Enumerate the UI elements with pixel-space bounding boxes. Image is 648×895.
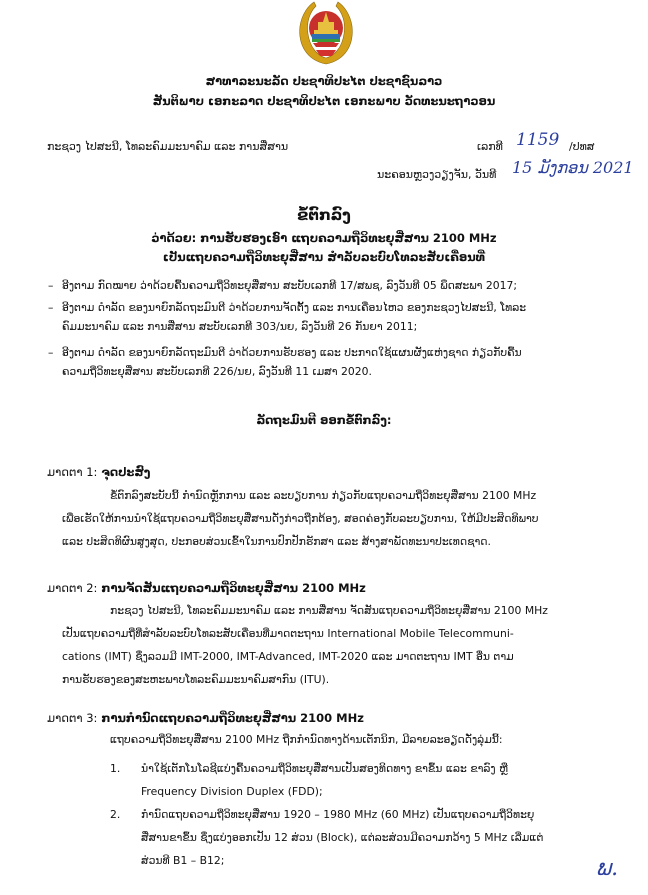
national-header-line1: ສາທາລະນະລັດ ປະຊາທິປະໄຕ ປະຊາຊົນລາວ [205, 74, 443, 88]
minister-decides-heading: ລັດຖະມົນຕີ ອອກຂໍ້ຕົກລົງ: [256, 413, 392, 427]
article-1-body [62, 484, 622, 553]
document-number-handwritten: 1159 [516, 130, 560, 150]
subject-line-2: ເປັນແຖບຄວາມຖີ່ວິທະຍຸສື່ສານ ສໍາລັບລະບົບໂທລະສັບເຄື່ອນທີ່ [162, 250, 486, 264]
paragraph-line: ຂໍ້ຕົກລົງສະບັບນີ້ ກໍານົດຫຼັກການ ແລະ ລະບຽບການ ກ່ຽວກັບແຖບຄວາມຖີ່ວິທະຍຸສື່ສານ 2100 MHz [110, 489, 537, 502]
paragraph-line: ການຮັບຮອງຂອງສະຫະພາບໂທລະຄົມມະນາຄົມສາກົນ (ITU). [62, 673, 330, 686]
paragraph-line: ແຖບຄວາມຖີ່ວິທະຍຸສື່ສານ 2100 MHz ຖືກກໍານົດທາງດ້ານເຕັກນິກ, ມີລາຍລະອຽດດັ່ງລຸ່ມນີ້: [110, 733, 503, 746]
paragraph-line: cations (IMT) ຊຶ່ງລວມມີ IMT-2000, IMT-Advanced, IMT-2020 ແລະ ມາດຕະຖານ IMT ອື່ນ ຕາມ [62, 650, 514, 663]
national-emblem [296, 0, 356, 66]
document-number-label: ເລກທີ [477, 140, 503, 153]
handwritten-initial: ພ. [596, 856, 619, 881]
article-3-heading [47, 711, 364, 725]
date-handwritten: 15 ມັງກອນ 2021 [512, 158, 634, 177]
reference-line: ອີງຕາມ ດໍາລັດ ຂອງນາຍົກລັດຖະມົນຕີ ວ່າດ້ວຍການຈັດຕັ້ງ ແລະ ການເຄື່ອນໄຫວ ຂອງກະຊວງໄປສະນີ, ໂທລະ [62, 301, 527, 314]
reference-line: ຄົມມະນາຄົມ ແລະ ການສື່ສານ ສະບັບເລກທີ 303/ນຍ, ລົງວັນທີ 26 ກັນຍາ 2011; [62, 320, 418, 333]
list-item-line: ສ່ວນທີ B1 – B12; [141, 854, 225, 867]
article-number: ມາດຕາ 2: [47, 581, 98, 595]
subject-line-1: ວ່າດ້ວຍ: ການຮັບຮອງເອົາ ແຖບຄວາມຖີ່ວິທະຍຸສື່ສານ 2100 MHz [151, 231, 497, 245]
article-1-heading [47, 465, 150, 479]
reference-line: ອີງຕາມ ດໍາລັດ ຂອງນາຍົກລັດຖະມົນຕີ ວ່າດ້ວຍການຮັບຮອງ ແລະ ປະກາດໃຊ້ແຜນຜັງແຫ່ງຊາດ ກ່ຽວກັບຄື້ນ [62, 346, 522, 359]
national-motto: ສັນຕິພາບ ເອກະລາດ ປະຊາທິປະໄຕ ເອກະພາບ ວັດທະນະຖາວອນ [152, 94, 496, 108]
paragraph-line: ແລະ ປະສິດທິຜົນສູງສຸດ, ປະກອບສ່ວນເຂົ້າໃນການປົກປັກຮັກສາ ແລະ ສ້າງສາພັດທະນາປະເທດຊາດ. [62, 535, 491, 548]
article-2-heading [47, 581, 366, 595]
list-item-line: ນໍາໃຊ້ເຕັກໂນໂລຊີແບ່ງຄື້ນຄວາມຖີ່ວິທະຍຸສື່ສານເປັນສອງທິດທາງ ຂາຂຶ້ນ ແລະ ຂາລົງ ຫຼື [141, 762, 508, 775]
place-date-label: ນະຄອນຫຼວງວຽງຈັນ, ວັນທີ [377, 168, 497, 181]
article-title: ການຈັດສັນແຖບຄວາມຖີ່ວິທະຍຸສື່ສານ 2100 MHz [101, 581, 366, 595]
reference-item: – ອີງຕາມ ດໍາລັດ ຂອງນາຍົກລັດຖະມົນຕີ ວ່າດ້ວຍການຈັດຕັ້ງ ແລະ ການເຄື່ອນໄຫວ ຂອງກະຊວງໄປສະນີ, ໂທລະ ຄົມມະນາຄົມ ແລະ ການສື່ສານ ສະບັບເລກທີ 303/ນຍ, ລົງວັນທີ 26 ກັນຍາ 2011; [62, 298, 622, 336]
reference-item: – ອີງຕາມ ກົດໝາຍ ວ່າດ້ວຍຄື້ນຄວາມຖີ່ວິທະຍຸສື່ສານ ສະບັບເລກທີ 17/ສພຊ, ລົງວັນທີ 05 ພຶດສະພາ 2017; [62, 276, 622, 295]
list-item-line: ສື່ສານຂາຂຶ້ນ ຊຶ່ງແບ່ງອອກເປັນ 12 ສ່ວນ (Block), ແຕ່ລະສ່ວນມີຄວາມກວ້າງ 5 MHz ເລີ່ມແຕ່ [141, 831, 544, 844]
article-number: ມາດຕາ 1: [47, 465, 98, 479]
paragraph-line: ເປັນແຖບຄວາມຖີ່ທີ່ສໍາລັບລະບົບໂທລະສັບເຄື່ອນທີ່ມາດຕະຖານ International Mobile Telecommuni- [62, 627, 514, 640]
reference-item: – ອີງຕາມ ດໍາລັດ ຂອງນາຍົກລັດຖະມົນຕີ ວ່າດ້ວຍການຮັບຮອງ ແລະ ປະກາດໃຊ້ແຜນຜັງແຫ່ງຊາດ ກ່ຽວກັບຄື້ນ ຄວາມຖີ່ວິທະຍຸສື່ສານ ສະບັບເລກທີ 226/ນຍ, ລົງວັນທີ 11 ເມສາ 2020. [62, 343, 622, 381]
list-item-line: ກໍານົດແຖບຄວາມຖີ່ວິທະຍຸສື່ສານ 1920 – 1980 MHz (60 MHz) ເປັນແຖບຄວາມຖີ່ວິທະຍຸ [141, 808, 535, 821]
reference-line: ຄວາມຖີ່ວິທະຍຸສື່ສານ ສະບັບເລກທີ 226/ນຍ, ລົງວັນທີ 11 ເມສາ 2020. [62, 365, 372, 378]
paragraph-line: ກະຊວງ ໄປສະນີ, ໂທລະຄົມມະນາຄົມ ແລະ ການສື່ສານ ຈັດສັນແຖບຄວາມຖີ່ວິທະຍຸສື່ສານ 2100 MHz [110, 604, 548, 617]
article-title: ການກໍານົດແຖບຄວາມຖີ່ວິທະຍຸສື່ສານ 2100 MHz [101, 711, 364, 725]
article-3-body [62, 728, 622, 751]
article-number: ມາດຕາ 3: [47, 711, 98, 725]
issuing-ministry: ກະຊວງ ໄປສະນີ, ໂທລະຄົມມະນາຄົມ ແລະ ການສື່ສານ [47, 140, 289, 153]
list-item-number: 2. [110, 808, 121, 821]
paragraph-line: ເພື່ອເຮັດໃຫ້ການນໍາໃຊ້ແຖບຄວາມຖີ່ວິທະຍຸສື່ສານດັ່ງກ່າວຖືກຕ້ອງ, ສອດຄ່ອງກັບລະບຽບການ, ໃຫ້ມີປະສິດທິພາບ [62, 512, 539, 525]
list-item-number: 1. [110, 762, 121, 775]
document-title: ຂໍ້ຕົກລົງ [297, 206, 351, 224]
list-item-line: Frequency Division Duplex (FDD); [141, 785, 323, 798]
article-2-body [62, 599, 622, 691]
reference-line: ອີງຕາມ ກົດໝາຍ ວ່າດ້ວຍຄື້ນຄວາມຖີ່ວິທະຍຸສື່ສານ ສະບັບເລກທີ 17/ສພຊ, ລົງວັນທີ 05 ພຶດສະພາ 2017; [62, 279, 518, 292]
article-title: ຈຸດປະສົງ [101, 465, 151, 479]
document-number-suffix: /ປທສ [569, 140, 595, 153]
